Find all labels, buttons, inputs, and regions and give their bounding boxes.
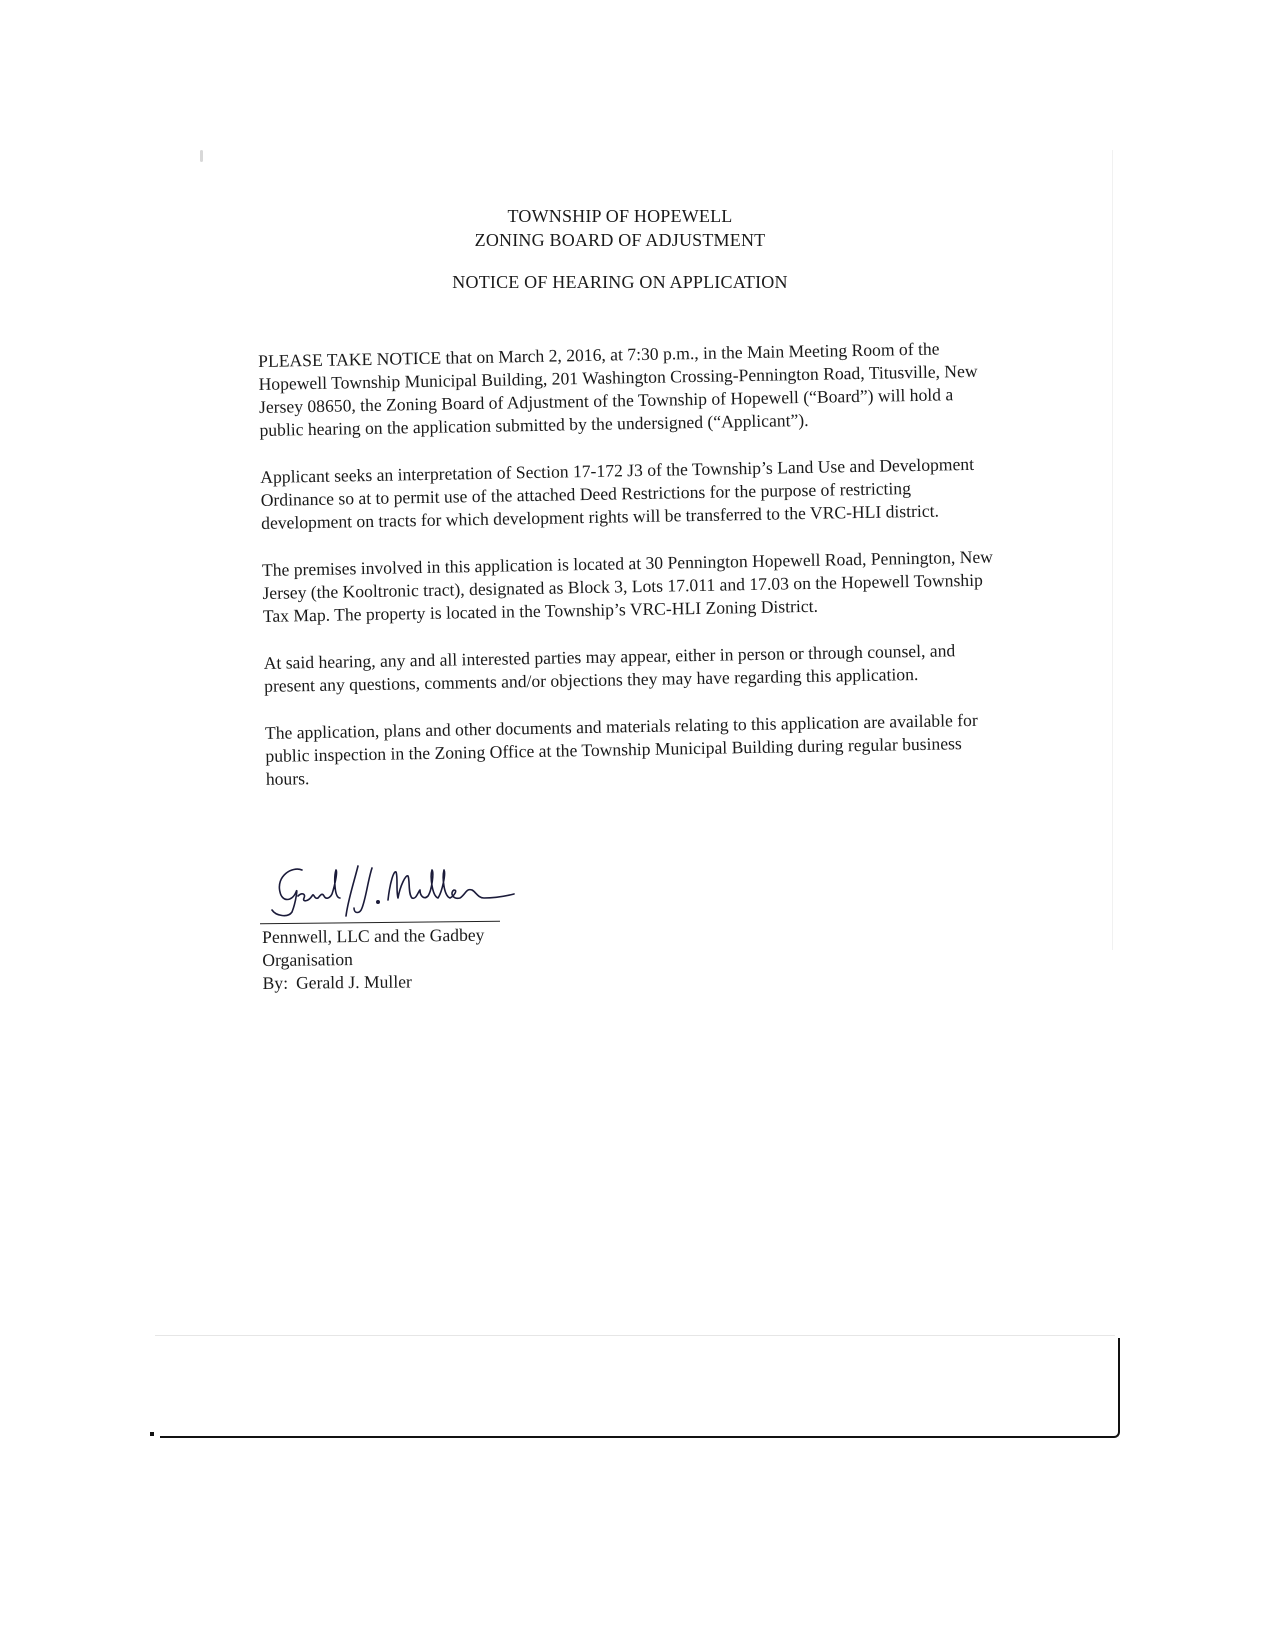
scan-edge [1112,150,1113,950]
scan-smudge [200,150,203,162]
paragraph-hearing-participation: At said hearing, any and all interested parties may appear, either in person or through counsel, and present any questions, comments and/or objections they may have regarding this application. [263,640,956,696]
board-heading: ZONING BOARD OF ADJUSTMENT [474,230,766,250]
handwritten-signature [262,862,522,922]
signatory-party-line2: Organisation [262,949,354,970]
scan-bottom-rule [155,1335,1115,1336]
scan-mark [150,1432,154,1436]
signatory-party-line1: Pennwell, LLC and the Gadbey [262,924,485,947]
township-heading: TOWNSHIP OF HOPEWELL [507,206,733,226]
scan-bottom-frame [160,1338,1120,1438]
paragraph-application-purpose: Applicant seeks an interpretation of Section 17-172 J3 of the Township’s Land Use and Development Ordinance so at to permit use of the attached Deed Restrictions for the purpose of restricting development on tracts for which development rights will be transferred to the VRC-HLI district. [260,453,975,533]
paragraph-notice: PLEASE TAKE NOTICE that on March 2, 2016, at 7:30 p.m., in the Main Meeting Room of the Hopewell Township Municipal Building, 201 Washington Crossing-Pennington Road, Titusville, New Jersey 08650, the Zoning Board of Adjustment of the Township of Hopewell (“Board”) will hold a public hearing on the application submitted by the undersigned (“Applicant”). [258,338,978,440]
by-prefix: By: [262,972,289,993]
notice-body [258,336,1006,814]
paragraph-premises: The premises involved in this application is located at 30 Pennington Hopewell Road, Pennington, New Jersey (the Kooltronic tract), designated as Block 3, Lots 17.011 and 17.03 on the Hopewell Township Tax Map. The property is located in the Township’s VRC-HLI Zoning District. [261,546,994,626]
notice-title: NOTICE OF HEARING ON APPLICATION [452,272,788,292]
paragraph-public-inspection: The application, plans and other documents and materials relating to this application are available for public inspection in the Zoning Office at the Township Municipal Building during regular business hours. [264,709,978,789]
signatory-by-line [262,970,485,995]
signatory-block [262,924,485,995]
signatory-name: Gerald J. Muller [295,971,412,993]
